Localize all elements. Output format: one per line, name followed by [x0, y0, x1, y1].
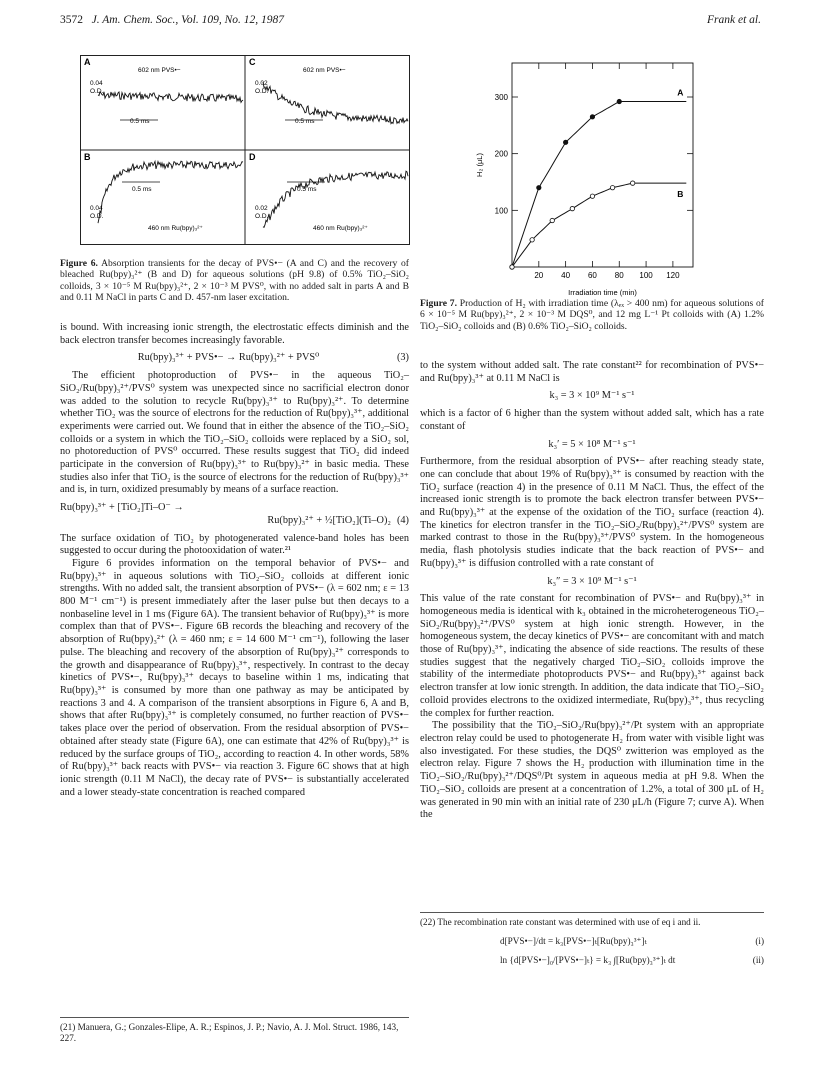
series-label-A: A [677, 87, 684, 98]
paragraph: to the system without added salt. The rate constant²² for recombination of PVS•− and Ru(bpy)₃³⁺ at 0.11 M NaCl is [420, 360, 764, 384]
x-tick-label: 120 [666, 271, 680, 280]
panel-time: 0.5 ms [132, 186, 152, 193]
panel-wavelength: 602 nm PVS•− [138, 67, 181, 74]
paragraph: The possibility that the TiO₂–SiO₂/Ru(bpy)₃²⁺/Pt system with an appropriate electron relay could be used to photogenerate H₂ from water with visible light was also investigated. For these studies, the DQS⁰ zwitterion was employed as the electron relay. Figure 7 shows the H₂ production with illumination time in the TiO₂–SiO₂/Ru(bpy)₃²⁺/DQS⁰/Pt system in aqueous media at pH 9.8. When the TiO₂–SiO₂ colloids are present at a concentration of 1.2%, a total of 300 μL of H₂ was generated in 90 min with an initial rate of 230 μL/h (Figure 7; curve A). When the [420, 720, 764, 821]
x-axis-label: Irradiation time (min) [568, 288, 637, 297]
data-point-A [590, 115, 594, 119]
panel-unit: O.D. [90, 213, 104, 220]
data-point-B [510, 265, 514, 269]
panel-letter: D [249, 152, 256, 162]
equation-k3: k₃ = 3 × 10⁹ M⁻¹ s⁻¹ [549, 390, 635, 402]
series-line-A [512, 102, 686, 268]
y-axis-label: H₂ (μL) [475, 153, 484, 177]
paragraph: The efficient photoproduction of PVS•− in the aqueous TiO₂–SiO₂/Ru(bpy)₃²⁺/PVS⁰ system was unexpected since no sacrificial electron donor was added to the solution to recycle Ru(bpy)₃³⁺ to Ru(bpy)₃²⁺. To determine whether TiO₂ was the source of electrons for the reduction of Ru(bpy)₃³⁺, additional experiments were carried out. We found that in either the absence of the TiO₂–SiO₂ colloids or a system in which the TiO₂–SiO₂ colloids were replaced by a SiO₂ sol, no photoreduction of PVS⁰ occurred. These results suggest that TiO₂ did indeed participate in the conversion of Ru(bpy)₃³⁺ to Ru(bpy)₃²⁺ in basic media. These studies also infer that TiO₂ is the source of electrons for the reduction of Ru(bpy)₃³⁺ and is, in turn, oxidized presumably by means of a surface reaction. [60, 370, 409, 496]
figure-6-transients [80, 55, 410, 250]
figure-7-chart [468, 55, 728, 300]
panel-wavelength: 602 nm PVS•− [303, 67, 346, 74]
figure-6-caption: Figure 6. Absorption transients for the decay of PVS•− (A and C) and the recovery of bleached Ru(bpy)₃²⁺ (B and D) for aqueous solutions (pH 9.8) of 0.5% TiO₂–SiO₂ colloids, 3 × 10⁻⁵ M Ru(bpy)₃²⁺, 2 × 10⁻³ M PVS⁰, with no added salt in parts A and B and 0.11 M NaCl in parts C and D. 457-nm laser excitation. [60, 258, 409, 303]
data-point-B [570, 206, 574, 210]
x-tick-label: 80 [614, 271, 624, 280]
panel-scale: 0.04 [90, 80, 103, 87]
panel-scale: 0.02 [255, 80, 268, 87]
panel-unit: O.D. [90, 88, 104, 95]
paragraph: Figure 6 provides information on the temporal behavior of PVS•− and Ru(bpy)₃³⁺ in aqueous solutions with TiO₂–SiO₂ colloids at different ionic strengths. With no added salt, the transient absorption of PVS•− (λ = 602 nm; ε = 13 800 M⁻¹ cm⁻¹) is present immediately after the laser pulse but then decays to a nonbaseline level in 1 ms (Figure 6A). The transient behavior of Ru(bpy)₃³⁺ is more complex than that of PVS•−. Figure 6B records the bleaching and recovery of the absorption of Ru(bpy)₃²⁺ (λ = 460 nm; ε = 14 600 M⁻¹ cm⁻¹), following the laser pulse. The bleaching and recovery of the absorption of Ru(bpy)₃²⁺ corresponds to the growth and disappearance of Ru(bpy)₃³⁺, respectively. In contrast to the decay kinetics of PVS•−, Ru(bpy)₃³⁺ decays to baseline within 1 ms, indicating that Ru(bpy)₃³⁺ is consumed by more than one pathway as may be anticipated by reactions 3 and 4. A comparison of the transient absorptions in Figure 6, A and B, shows that after Ru(bpy)₃³⁺ is completely consumed, no further reaction of PVS•− takes place over the period of observation. From the residual absorption of PVS•− obtained after steady state (Figure 6A), one can estimate that 42% of Ru(bpy)₃³⁺ is reduced by the surface groups of TiO₂, according to reaction 4. In other words, 58% of Ru(bpy)₃³⁺ back reacts with PVS•− via reaction 3. Figure 6C shows that at high ionic strength (0.11 M NaCl), the decay rate of PVS•− is substantially accelerated and a lower steady-state concentration is reached compared [60, 557, 409, 798]
y-tick-label: 300 [494, 93, 508, 102]
data-point-B [630, 181, 634, 185]
left-column [60, 322, 409, 799]
x-tick-label: 40 [561, 271, 571, 280]
panel-letter: A [84, 57, 91, 67]
panel-wavelength: 460 nm Ru(bpy)₃²⁺ [313, 225, 368, 232]
data-point-B [590, 194, 594, 198]
data-point-B [550, 218, 554, 222]
plot-frame [512, 63, 693, 267]
panel-wavelength: 460 nm Ru(bpy)₃²⁺ [148, 225, 203, 232]
equation-k3-prime: k₃′ = 5 × 10⁸ M⁻¹ s⁻¹ [548, 438, 636, 450]
x-tick-label: 60 [587, 271, 597, 280]
equation-k3-double-prime: k₃″ = 3 × 10⁹ M⁻¹ s⁻¹ [547, 575, 637, 587]
series-line-B [512, 183, 686, 267]
x-tick-label: 100 [639, 271, 653, 280]
page-number: 3572 [60, 14, 83, 26]
panel-scale: 0.02 [255, 205, 268, 212]
panel-letter: C [249, 57, 256, 67]
y-tick-label: 100 [494, 206, 508, 216]
panel-time: 0.5 ms [297, 186, 317, 193]
footnote-21: (21) Manuera, G.; Gonzales-Elipe, A. R.; Espinos, J. P.; Navio, A. J. Mol. Struct. 1986, 143, 227. [60, 1017, 409, 1044]
paragraph: The surface oxidation of TiO₂ by photogenerated valence-band holes has been suggested to occur during the photooxidation of water.²¹ [60, 532, 409, 557]
panel-letter: B [84, 152, 91, 162]
data-point-B [530, 238, 534, 242]
right-column [420, 360, 764, 822]
paragraph: which is a factor of 6 higher than the system without added salt, which has a rate constant of [420, 408, 764, 432]
equation-ii: ln {d[PVS•−]₀/[PVS•−]ₜ} = k₃ ∫[Ru(bpy)₃³⁺]ₜ dt (ii) [500, 955, 764, 965]
panel-time: 0.5 ms [295, 118, 315, 125]
equation-3: Ru(bpy)₃³⁺ + PVS•− → Ru(bpy)₃²⁺ + PVS⁰ (3) [137, 352, 409, 364]
panel-time: 0.5 ms [130, 118, 150, 125]
panel-unit: O.D. [255, 88, 269, 95]
figure-7-caption: Figure 7. Production of H₂ with irradiation time (λₑₓ > 400 nm) for aqueous solutions of 6 × 10⁻⁵ M Ru(bpy)₃²⁺, 2 × 10⁻³ M DQS⁰, and 12 mg L⁻¹ Pt colloids with (A) 1.2% TiO₂–SiO₂ colloids and (B) 0.6% TiO₂–SiO₂ colloids. [420, 298, 764, 332]
paragraph: Furthermore, from the residual absorption of PVS•− after reaching steady state, one can conclude that about 19% of Ru(bpy)₃³⁺ is consumed by reaction with the TiO₂ surface (reaction 4) in the presence of 0.11 M NaCl. Thus, the effect of the increased ionic strength is to promote the back electron transfer between PVS•− and Ru(bpy)₃³⁺ at the expense of the oxidation of the TiO₂ surface (reaction 4). The kinetics for electron transfer in the TiO₂–SiO₂/Ru(bpy)₃²⁺/PVS⁰ system are marked contrast to those in the Ru(bpy)₃³⁺/PVS⁰ system. In the homogeneous media, flash photolysis studies indicate that the back reaction of PVS•− and Ru(bpy)₃³⁺ is diffusion controlled with a rate constant of [420, 456, 764, 569]
y-tick-label: 200 [494, 149, 508, 159]
running-authors: Frank et al. [707, 14, 761, 26]
paragraph: This value of the rate constant for recombination of PVS•− and Ru(bpy)₃³⁺ in homogeneous media is identical with k₃ obtained in the microheterogeneous TiO₂–SiO₂/Ru(bpy)₃²⁺/PVS⁰ system at high ionic strength. However, in the homogeneous system, the decay kinetics of PVS•− are concomitant with and match those of Ru(bpy)₃³⁺, indicating the absence of side reactions. The results of these studies suggest that the negatively charged TiO₂–SiO₂ colloids improve the stability of the intermediate photoproducts PVS•− and Ru(bpy)₃³⁺ against back electron transfer at low ionic strength. In addition, the data indicate that TiO₂–SiO₂ colloid provides electrons to the oxidized intermediate, Ru(bpy)₃³⁺, thus recycling the complex for further reaction. [420, 593, 764, 719]
x-tick-label: 20 [534, 271, 544, 280]
panel-unit: O.D. [255, 213, 269, 220]
footnote-22: (22) The recombination rate constant was determined with use of eq i and ii. d[PVS•−]/dt = k₃[PVS•−]ₜ[Ru(bpy)₃³⁺]ₜ (i) ln {d[PVS•−]₀/[PVS•−]ₜ} = k₃ ∫[Ru(bpy)₃³⁺]ₜ dt (ii) [420, 912, 764, 966]
journal-citation: J. Am. Chem. Soc., Vol. 109, No. 12, 1987 [91, 14, 285, 26]
data-point-B [610, 185, 614, 189]
data-point-A [617, 99, 621, 103]
panel-scale: 0.04 [90, 205, 103, 212]
equation-4: Ru(bpy)₃³⁺ + [TiO₂]Ti–O⁻ → Ru(bpy)₃²⁺ + ½[TiO₂](Ti–O)₂ (4) [60, 502, 409, 526]
equation-i: d[PVS•−]/dt = k₃[PVS•−]ₜ[Ru(bpy)₃³⁺]ₜ (i) [500, 936, 764, 946]
data-point-A [537, 185, 541, 189]
data-point-A [563, 140, 567, 144]
paragraph: is bound. With increasing ionic strength, the electrostatic effects diminish and the back electron transfer becomes increasingly favorable. [60, 322, 409, 346]
series-label-B: B [677, 189, 684, 200]
